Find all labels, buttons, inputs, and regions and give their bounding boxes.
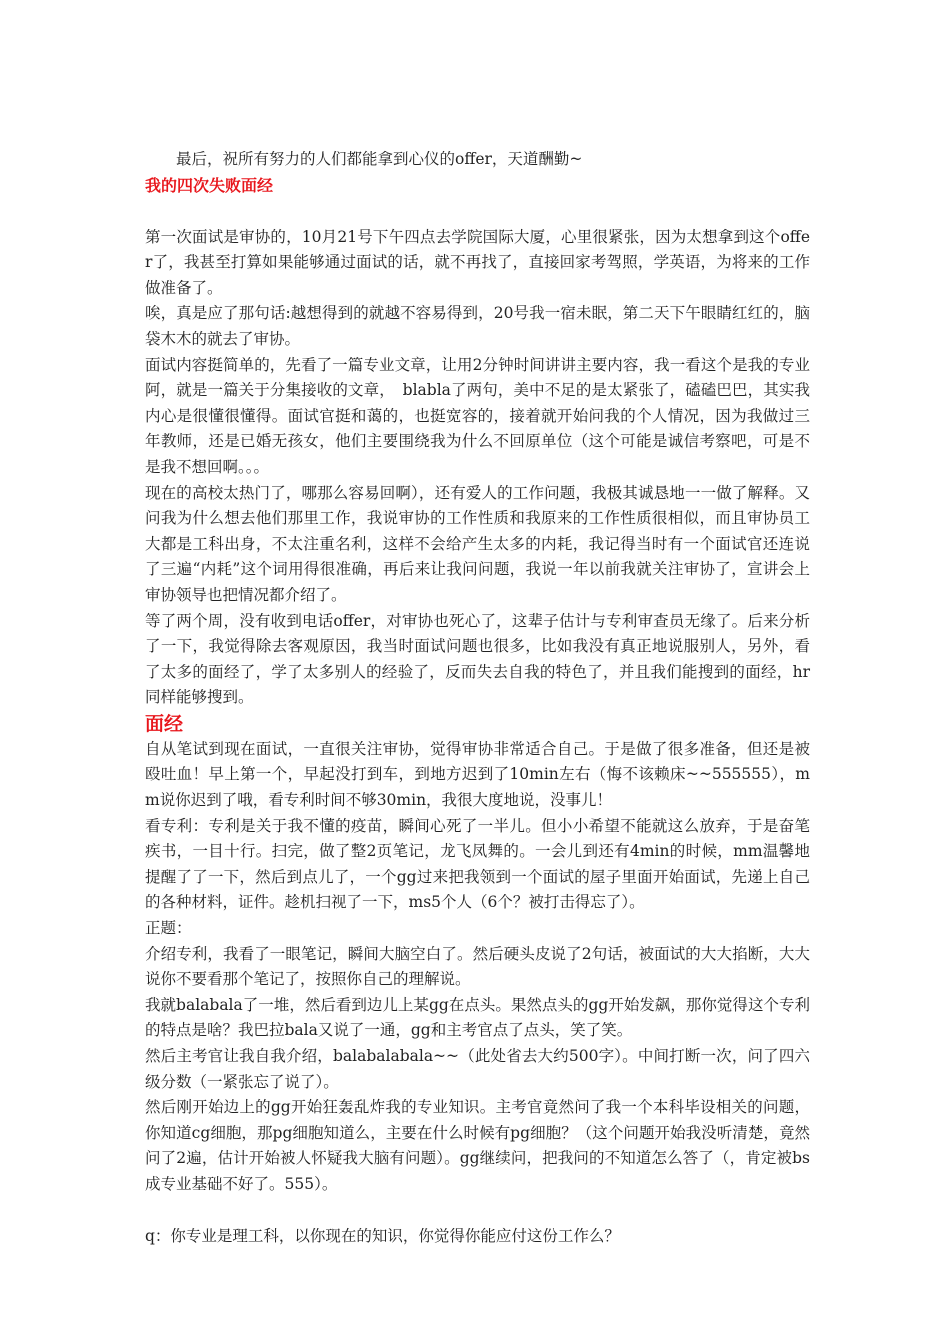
intro-paragraph: 最后，祝所有努力的人们都能拿到心仪的offer，天道酬勤~: [176, 150, 583, 168]
paragraph: 正题：: [145, 919, 192, 938]
paragraph: 看专利：专利是关于我不懂的疫苗，瞬间心死了一半儿。但小小希望不能就这么放弃，于是奋笔疾书，一目十行。扫完，做了整2页笔记，龙飞凤舞的。一会儿到还有4min的时候，mm温馨地提醒了了一下，然后到点儿了，一个gg过来把我领到一个面试的屋子里面开始面试，先递上自己的各种材料，证件。趁机扫视了一下，ms5个人（6个？被打击得忘了）。: [145, 816, 810, 912]
section-title-interview: 面经: [145, 712, 184, 735]
paragraph: 自从笔试到现在面试，一直很关注审协，觉得审协非常适合自己。于是做了很多准备，但还是被殴吐血！早上第一个，早起没打到车，到地方迟到了10min左右（悔不该赖床~~555555），mm说你迟到了哦，看专利时间不够30min，我很大度地说，没事儿！: [145, 739, 810, 810]
document-body: [145, 147, 810, 1249]
paragraph: 唉，真是应了那句话:越想得到的就越不容易得到，20号我一宿未眠，第二天下午眼睛红红的，脑袋木木的就去了审协。: [145, 304, 810, 348]
section-title-four-failures: 我的四次失败面经: [145, 175, 274, 195]
question-paragraph: q：你专业是理工科，以你现在的知识，你觉得你能应付这份工作么？: [145, 1226, 620, 1245]
blank-line: [145, 199, 810, 225]
paragraph: 第一次面试是审协的，10月21号下午四点去学院国际大厦，心里很紧张，因为太想拿到这个offer了，我甚至打算如果能够通过面试的话，就不再找了，直接回家考驾照，学英语，为将来的工作做准备了。: [145, 227, 810, 297]
paragraph: 我就balabala了一堆，然后看到边儿上某gg在点头。果然点头的gg开始发飙，那你觉得这个专利的特点是啥？我巴拉bala又说了一通，gg和主考官点了点头，笑了笑。: [145, 995, 810, 1040]
paragraph: 面试内容挺简单的，先看了一篇专业文章，让用2分钟时间讲讲主要内容，我一看这个是我的专业阿，就是一篇关于分集接收的文章， blabla了两句，美中不足的是太紧张了，磕磕巴巴，其实我内心是很懂很懂得。面试官挺和蔼的，也挺宽容的，接着就开始问我的个人情况，因为我做过三年教师，还是已婚无孩女，他们主要围绕我为什么不回原单位（这个可能是诚信考察吧，可是不是我不想回啊。。。: [145, 355, 810, 476]
paragraph: 等了两个周，没有收到电话offer，对审协也死心了，这辈子估计与专利审查员无缘了。后来分析了一下，我觉得除去客观原因，我当时面试问题也很多，比如我没有真正地说服别人，另外，看了太多的面经了，学了太多别人的经验了，反而失去自我的特色了，并且我们能搜到的面经，hr同样能够搜到。: [145, 611, 810, 707]
paragraph: 然后刚开始边上的gg开始狂轰乱炸我的专业知识。主考官竟然问了我一个本科毕设相关的问题，你知道cg细胞，那pg细胞知道么，主要在什么时候有pg细胞？（这个问题开始我没听清楚，竟然问了2遍，估计开始被人怀疑我大脑有问题）。gg继续问，把我问的不知道怎么答了（，肯定被bs成专业基础不好了。555）。: [145, 1098, 810, 1193]
paragraph: 介绍专利，我看了一眼笔记，瞬间大脑空白了。然后硬头皮说了2句话，被面试的大大掐断，大大说你不要看那个笔记了，按照你自己的理解说。: [145, 944, 810, 989]
paragraph: 然后主考官让我自我介绍，balabalabala~~（此处省去大约500字）。中间打断一次，问了四六级分数（一紧张忘了说了）。: [145, 1047, 810, 1091]
blank-line: [145, 1198, 810, 1224]
paragraph: 现在的高校太热门了，哪那么容易回啊），还有爱人的工作问题，我极其诚恳地一一做了解释。又问我为什么想去他们那里工作，我说审协的工作性质和我原来的工作性质很相似，而且审协员工大都是工科出身，不太注重名利，这样不会给产生太多的内耗，我记得当时有一个面试官还连说了三遍“内耗”这个词用得很准确，再后来让我问问题，我说一年以前我就关注审协了，宣讲会上审协领导也把情况都介绍了。: [145, 483, 810, 604]
